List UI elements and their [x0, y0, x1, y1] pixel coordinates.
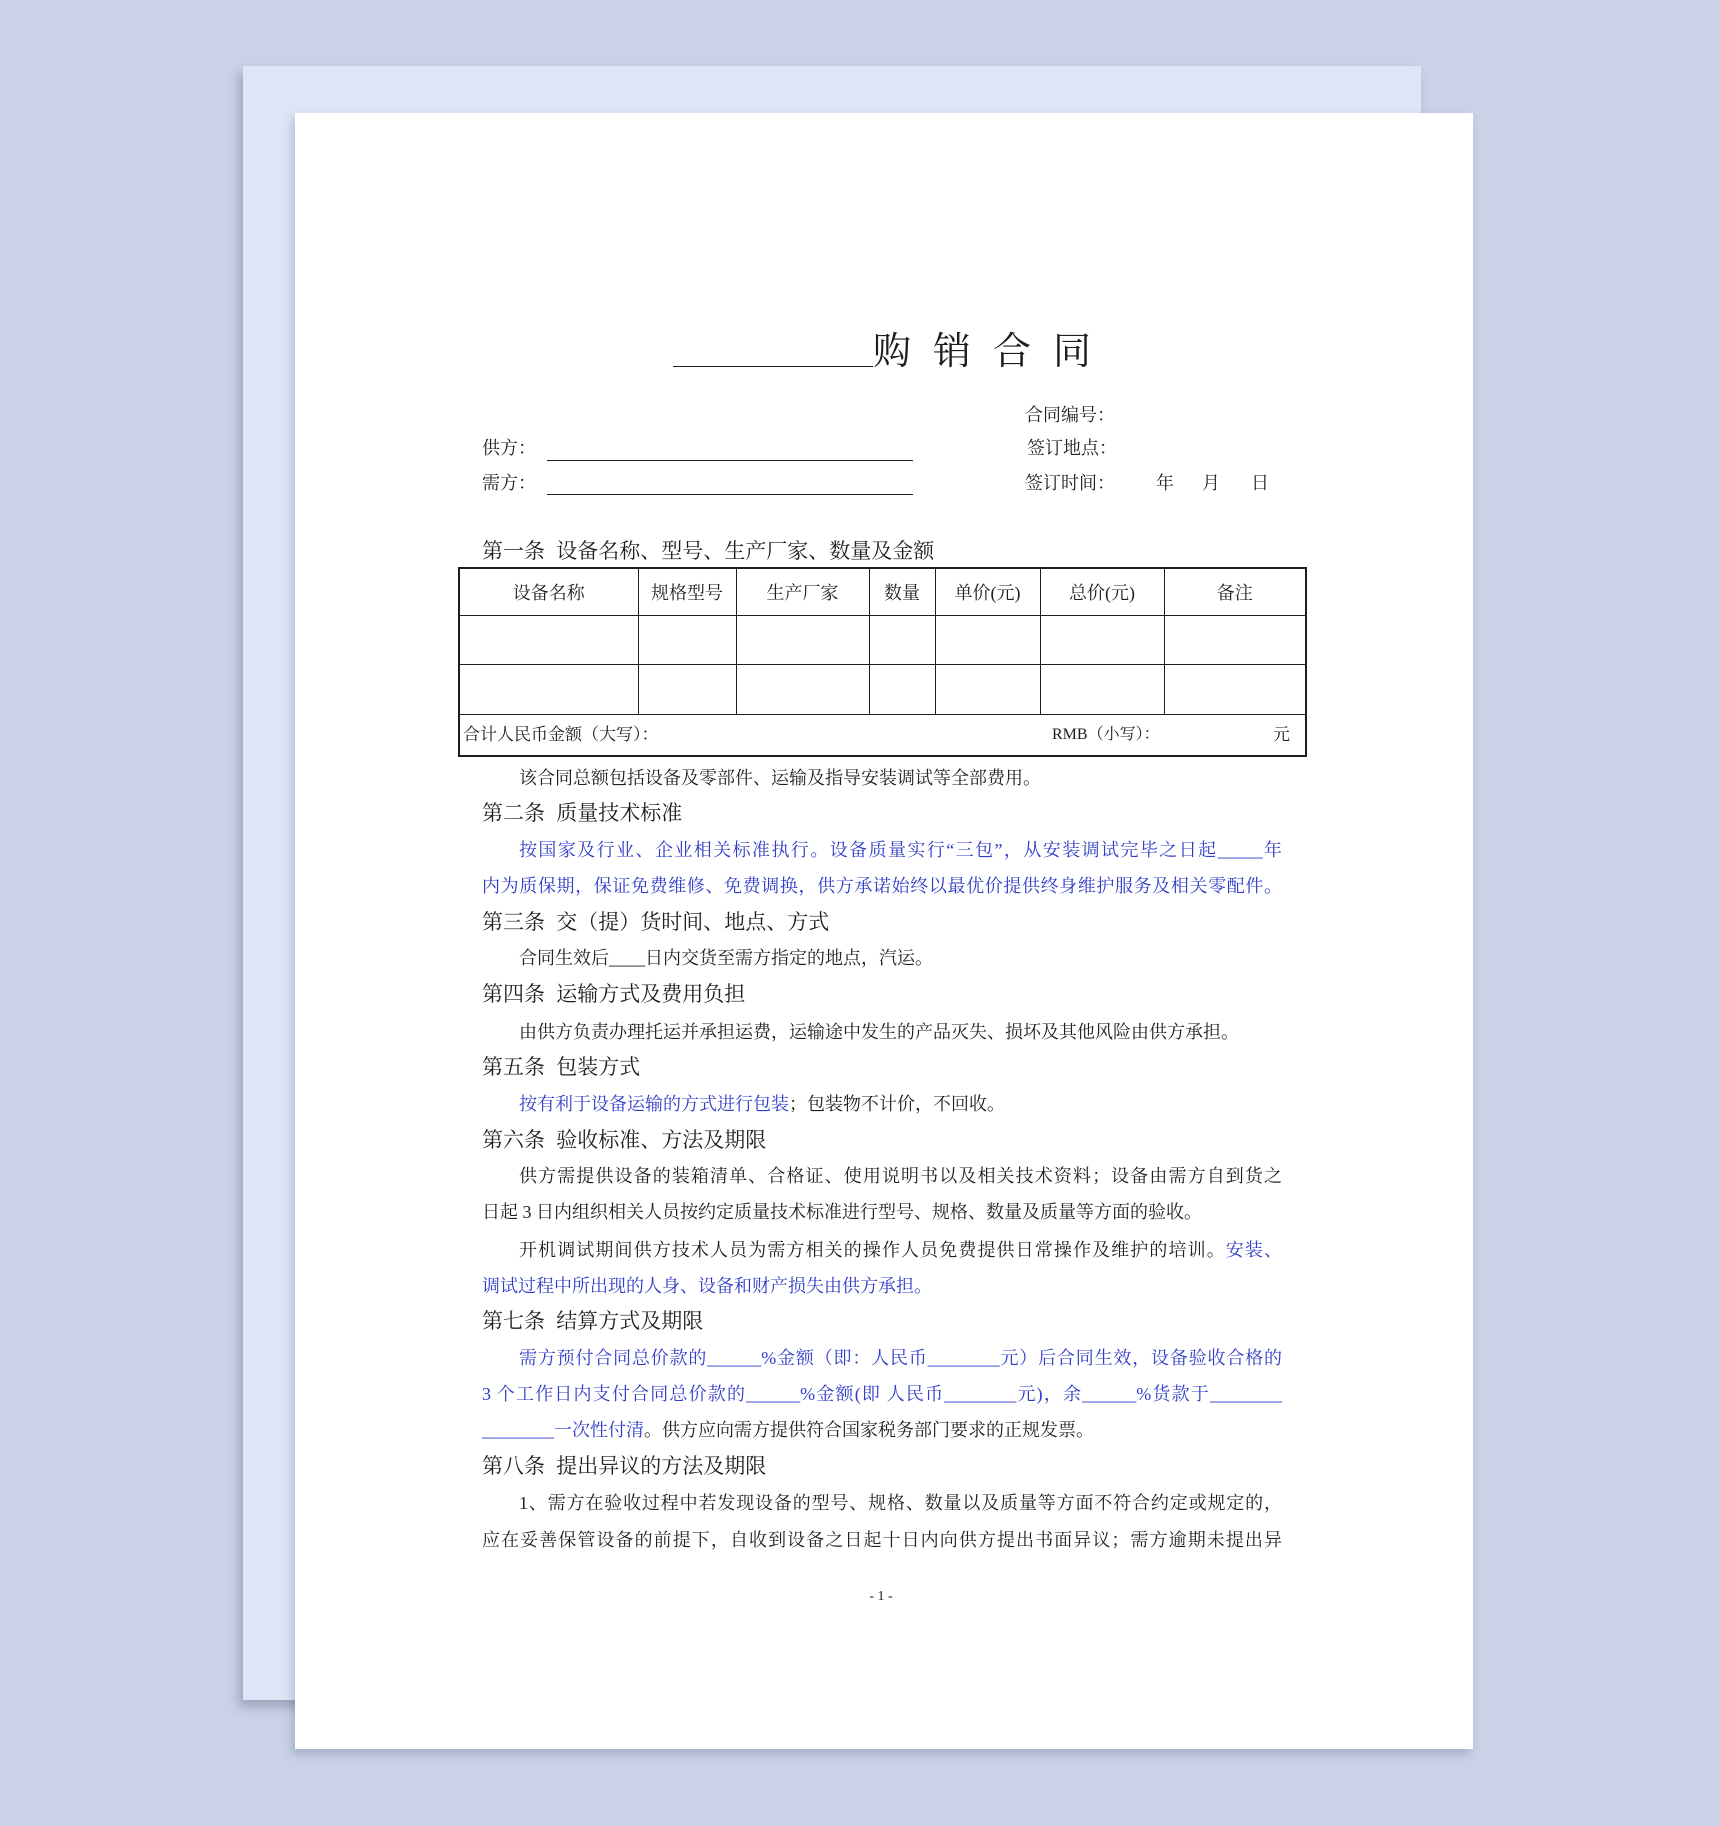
total-amount-label: 合计人民币金额（大写）：	[463, 724, 659, 744]
table-cell	[459, 615, 638, 664]
article-2-line-1: 按国家及行业、企业相关标准执行。设备质量实行“三包”，从安装调试完毕之日起_____年	[519, 840, 1282, 860]
supplier-label: 供方：	[482, 438, 536, 458]
title-blank-underline	[673, 366, 873, 367]
article-8-line-1: 1、需方在验收过程中若发现设备的型号、规格、数量以及质量等方面不符合约定或规定的，	[519, 1493, 1282, 1513]
table-total-cell	[459, 714, 1306, 756]
article-6-line-3	[519, 1238, 1282, 1262]
article-6-line-2: 日起 3 日内组织相关人员按约定质量技术标准进行型号、规格、数量及质量等方面的验收。	[482, 1202, 1202, 1222]
document-title: 购销合同	[873, 329, 1114, 373]
article-1-note: 该合同总额包括设备及零部件、运输及指导安装调试等全部费用。	[519, 768, 1041, 788]
article-8-heading: 第八条 提出异议的方法及期限	[482, 1454, 767, 1478]
column-header-remarks: 备注	[1164, 568, 1306, 615]
yuan-unit-label: 元	[1273, 724, 1290, 744]
table-cell	[1164, 664, 1306, 714]
table-cell	[1164, 615, 1306, 664]
article-6-line-4: 调试过程中所出现的人身、设备和财产损失由供方承担。	[482, 1276, 932, 1296]
table-cell	[736, 615, 869, 664]
table-cell	[1040, 664, 1164, 714]
sign-time-label: 签订时间：	[1025, 473, 1115, 493]
column-header-total-price: 总价(元)	[1040, 568, 1164, 615]
article-3-line-1: 合同生效后____日内交货至需方指定的地点，汽运。	[519, 948, 933, 968]
article-5-line-1-rest: ；包装物不计价，不回收。	[789, 1094, 1005, 1114]
article-6-heading: 第六条 验收标准、方法及期限	[482, 1128, 767, 1152]
article-1-heading: 第一条 设备名称、型号、生产厂家、数量及金额	[482, 539, 935, 563]
table-cell	[736, 664, 869, 714]
article-7-line-3-rest: 。供方应向需方提供符合国家税务部门要求的正规发票。	[644, 1420, 1094, 1440]
supplier-blank-line	[547, 460, 913, 461]
column-header-unit-price: 单价(元)	[935, 568, 1040, 615]
article-5-line-1	[519, 1092, 1005, 1116]
article-6-line-3-highlight: 安装、	[1225, 1240, 1283, 1260]
sign-time-day: 日	[1251, 473, 1269, 493]
table-total-row	[459, 714, 1306, 756]
table-row	[459, 664, 1306, 714]
article-7-line-2: 3 个工作日内支付合同总价款的______%金额(即 人民币________元)，余______%货款于________	[482, 1384, 1282, 1404]
table-cell	[869, 664, 935, 714]
page-number: - 1 -	[869, 1589, 893, 1604]
table-cell	[638, 664, 736, 714]
article-7-line-1: 需方预付合同总价款的______%金额（即：人民币________元）后合同生效，设备验收合格的	[519, 1348, 1282, 1368]
article-2-heading: 第二条 质量技术标准	[482, 801, 683, 825]
article-4-heading: 第四条 运输方式及费用负担	[482, 982, 746, 1006]
table-cell	[1040, 615, 1164, 664]
table-cell	[869, 615, 935, 664]
sign-place-label: 签订地点：	[1027, 438, 1117, 458]
article-4-line-1: 由供方负责办理托运并承担运费，运输途中发生的产品灭失、损坏及其他风险由供方承担。	[519, 1022, 1239, 1042]
table-header-row	[459, 568, 1306, 615]
rmb-amount-label: RMB（小写）：	[1052, 725, 1160, 743]
column-header-quantity: 数量	[869, 568, 935, 615]
article-3-heading: 第三条 交（提）货时间、地点、方式	[482, 910, 830, 934]
article-8-line-2: 应在妥善保管设备的前提下，自收到设备之日起十日内向供方提出书面异议；需方逾期未提出异	[482, 1530, 1282, 1550]
article-7-line-3	[482, 1418, 1094, 1442]
article-7-heading: 第七条 结算方式及期限	[482, 1309, 704, 1333]
buyer-blank-line	[547, 494, 913, 495]
table-cell	[935, 615, 1040, 664]
sign-time-month: 月	[1202, 473, 1220, 493]
article-2-line-2: 内为质保期，保证免费维修、免费调换，供方承诺始终以最优价提供终身维护服务及相关零配件。	[482, 876, 1282, 896]
article-6-line-3-text: 开机调试期间供方技术人员为需方相关的操作人员免费提供日常操作及维护的培训。	[519, 1240, 1226, 1260]
column-header-equipment-name: 设备名称	[459, 568, 638, 615]
equipment-table	[458, 567, 1307, 757]
article-7-line-3-highlight: ________一次性付清	[482, 1420, 644, 1440]
table-row	[459, 615, 1306, 664]
article-5-heading: 第五条 包装方式	[482, 1055, 641, 1079]
column-header-manufacturer: 生产厂家	[736, 568, 869, 615]
sign-time-year: 年	[1156, 473, 1174, 493]
table-cell	[459, 664, 638, 714]
article-6-line-1: 供方需提供设备的装箱清单、合格证、使用说明书以及相关技术资料；设备由需方自到货之	[519, 1166, 1282, 1186]
article-5-line-1-highlight: 按有利于设备运输的方式进行包装	[519, 1094, 789, 1114]
contract-no-label: 合同编号：	[1025, 405, 1115, 425]
column-header-model: 规格型号	[638, 568, 736, 615]
buyer-label: 需方：	[482, 473, 536, 493]
table-cell	[638, 615, 736, 664]
table-cell	[935, 664, 1040, 714]
